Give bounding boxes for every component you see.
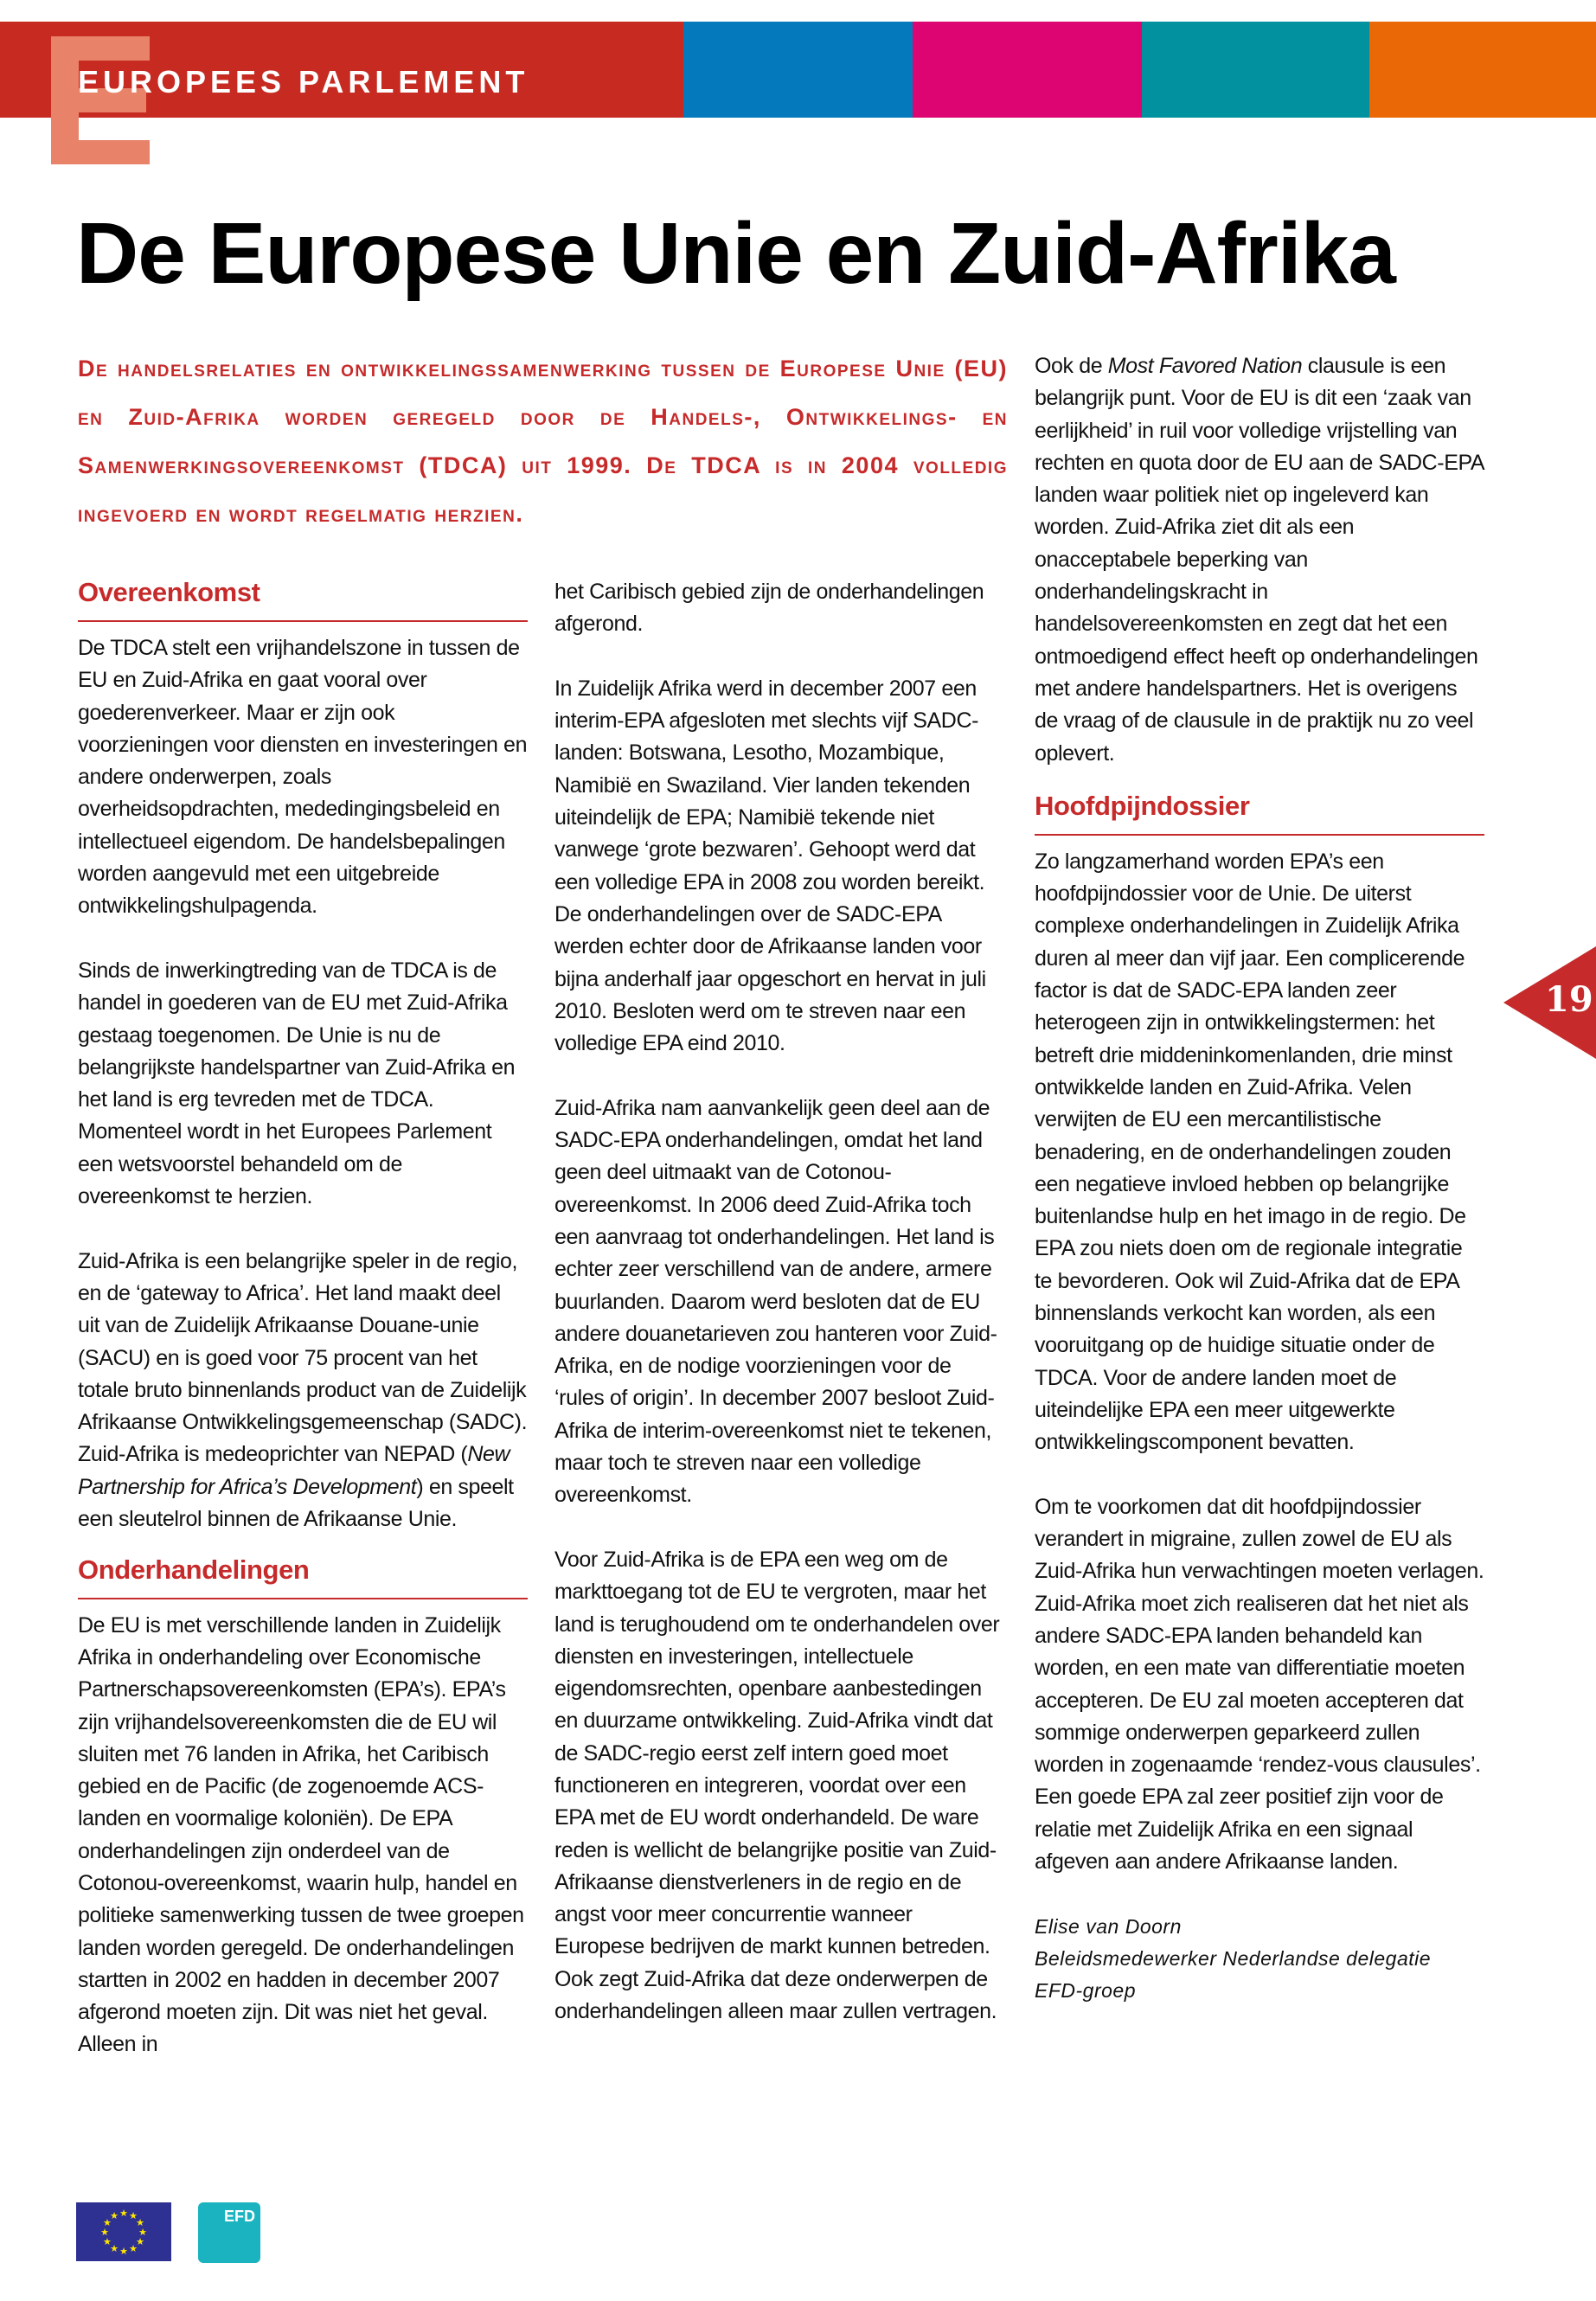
page-title: De Europese Unie en Zuid-Afrika <box>76 205 1395 302</box>
text: ) en speelt een sleutelrol binnen de Afrikaanse Unie. <box>78 1474 514 1532</box>
eu-flag-logo <box>76 2202 171 2261</box>
star-icon: ★ <box>136 2218 144 2228</box>
page-number: 19 <box>1545 979 1593 1020</box>
header-band-blue <box>683 22 913 118</box>
star-icon: ★ <box>129 2244 138 2255</box>
star-icon: ★ <box>100 2227 109 2238</box>
text: Ook de <box>1035 354 1108 378</box>
star-icon: ★ <box>103 2237 112 2247</box>
paragraph: Om te voorkomen dat dit hoofdpijndossier verandert in migraine, zullen zowel de EU als Zuid-Afrika hun verwachtingen moeten verlagen. Zuid-Afrika moet zich realiseren dat het niet als andere SADC-EPA landen behandeld kan worden, en een mate van differentiatie moeten accepteren. De EU zal moeten accepteren dat sommige onderwerpen geparkeerd zullen worden in zogenaamde ‘rendez-vous clausules’. Een goede EPA zal zeer positief zijn voor de relatie met Zuidelijk Afrika en een signaal afgeven aan andere Afrikaanse landen. <box>1035 1494 1484 1875</box>
section-label: EUROPEES PARLEMENT <box>78 64 529 99</box>
paragraph: De TDCA stelt een vrijhandelszone in tussen de EU en Zuid-Afrika en gaat vooral over goederenverkeer. Maar er zijn ook voorzieningen voor diensten en investeringen en andere onderwerpen, zoals overheidsopdrachten, mededingingsbeleid en intellectueel eigendom. De handelsbepalingen worden aangevuld met een uitgebreide ontwikkelingshulpagenda. <box>78 636 528 919</box>
star-icon: ★ <box>110 2244 119 2255</box>
star-icon: ★ <box>136 2237 144 2247</box>
star-icon: ★ <box>103 2218 112 2228</box>
column-1 <box>78 574 528 2093</box>
header-band-orange <box>1369 22 1596 118</box>
author-group: EFD-groep <box>1035 1979 1136 2003</box>
paragraph: het Caribisch gebied zijn de onderhandelingen afgerond. <box>554 580 984 637</box>
author-role: Beleidsmedewerker Nederlandse delegatie <box>1035 1946 1432 1970</box>
heading-hoofdpijndossier: Hoofdpijndossier <box>1035 787 1484 836</box>
star-icon: ★ <box>119 2247 128 2257</box>
star-icon: ★ <box>110 2210 119 2221</box>
text: Zuid-Afrika is een belangrijke speler in de regio, en de ‘gateway to Africa’. Het land maakt deel uit van de Zuidelijk Afrikaanse Douane-unie (SACU) en is goed voor 75 procent van het totale bruto binnenlands product van de Zuidelijk Afrikaanse Ontwikkelingsgemeenschap (SADC). Zuid-Afrika is medeoprichter van NEPAD ( <box>78 1248 528 1467</box>
efd-logo: EFD <box>198 2202 260 2263</box>
header-band-magenta <box>913 22 1142 118</box>
paragraph: Sinds de inwerkingtreding van de TDCA is de handel in goederen van de EU met Zuid-Afrika gestaag toegenomen. De Unie is nu de belangrijkste handelspartner van Zuid-Afrika en het land is erg tevreden met de TDCA. Momenteel wordt in het Europees Parlement een wetsvoorstel behandeld om de overeenkomst te herzien. <box>78 958 516 1209</box>
heading-overeenkomst: Overeenkomst <box>78 574 528 622</box>
paragraph: Voor Zuid-Afrika is de EPA een weg om de markttoegang tot de EU te vergroten, maar het land is terughoudend om te onderhandelen over diensten en investeringen, intellectuele eigendomsrechten, openbare aanbestedingen en duurzame ontwikkeling. Zuid-Afrika vindt dat de SADC-regio eerst zelf intern goed moet functioneren en integreren, voordat over een EPA met de EU wordt onderhandeld. De ware reden is wellicht de belangrijke positie van Zuid-Afrikaanse dienstverleners in de regio en de angst voor meer concurrentie wanneer Europese bedrijven de markt kunnen betreden. Ook zegt Zuid-Afrika dat deze onderwerpen de onderhandelingen alleen maar zullen vertragen. <box>554 1547 1000 2024</box>
lead-paragraph: De handelsrelaties en ontwikkelingssamenwerking tussen de Europese Unie (EU) en Zuid-Afrika worden geregeld door de Handels-, Ontwikkelings- en Samenwerkingsovereenkomst (TDCA) uit 1999. De TDCA is in 2004 volledig ingevoerd en wordt regelmatig herzien. <box>78 356 1008 527</box>
star-icon: ★ <box>119 2208 128 2219</box>
italic-text: Most Favored Nation <box>1107 354 1303 378</box>
paragraph: Zuid-Afrika nam aanvankelijk geen deel aan de SADC-EPA onderhandelingen, omdat het land geen deel uitmaakt van de Cotonou-overeenkomst. In 2006 deed Zuid-Afrika toch een aanvraag tot onderhandelingen. Het land is echter zeer verschillend van de andere, armere buurlanden. Daarom werd besloten dat de EU andere douanetarieven zou hanteren voor Zuid-Afrika, en de nodige voorzieningen voor de ‘rules of origin’. In december 2007 besloot Zuid-Afrika de interim-overeenkomst niet te tekenen, maar toch te streven naar een volledige overeenkomst. <box>554 1095 997 1508</box>
paragraph <box>1035 350 1484 770</box>
header-band-teal <box>1142 22 1369 118</box>
paragraph: Zo langzamerhand worden EPA’s een hoofdpijndossier voor de Unie. De uiterst complexe onderhandelingen in Zuidelijk Afrika duren al meer dan vijf jaar. Een complicerende factor is dat de SADC-EPA landen zeer heterogeen zijn in ontwikkelingstermen: het betreft drie middeninkomenlanden, drie minst ontwikkelde landen en Zuid-Afrika. Velen verwijten de EU een mercantilistische benadering, en de onderhandelingen zouden een negatieve invloed hebben op belangrijke buitenlandse hulp en het imago in de regio. De EPA zou niets doen om de regionale integratie te bevorderen. Ook wil Zuid-Afrika dat de EPA binnenslands verkocht kan worden, als een vooruitgang op de huidige situatie onder de TDCA. Voor de andere landen moet de uiteindelijke EPA een meer uitgewerkte ontwikkelingscomponent bevatten. <box>1035 849 1466 1455</box>
paragraph: In Zuidelijk Afrika werd in december 2007 een interim-EPA afgesloten met slechts vijf SADC-landen: Botswana, Lesotho, Mozambique, Namibië en Swaziland. Vier landen tekenden uiteindelijk de EPA; Namibië tekende niet vanwege ‘grote bezwaren’. Gehoopt werd dat een volledige EPA in 2008 zou worden bereikt. De onderhandelingen over de SADC-EPA werden echter door de Afrikaanse landen voor bijna anderhalf jaar opgeschort en hervat in juli 2010. Besloten werd om te streven naar een volledige EPA eind 2010. <box>554 676 986 1056</box>
column-2 <box>554 576 1004 2061</box>
heading-onderhandelingen: Onderhandelingen <box>78 1551 528 1599</box>
logo-letter-e <box>51 36 150 164</box>
paragraph <box>78 1246 528 1536</box>
column-3 <box>1035 350 1484 2008</box>
star-icon: ★ <box>138 2227 147 2238</box>
star-icon: ★ <box>129 2210 138 2221</box>
text: clausule is een belangrijk punt. Voor de EU is dit een ‘zaak van eerlijkheid’ in ruil voor volledige vrijstelling van rechten en quota door de EU aan de SADC-EPA landen waar politiek niet op ingeleverd kan worden. Zuid-Afrika ziet dit als een onacceptabele beperking van onderhandelingskracht in handelsovereenkomsten en zegt dat het een ontmoedigend effect heeft op onderhandelingen met andere handelspartners. Het is overigens de vraag of de clausule in de praktijk nu zo veel oplevert. <box>1035 354 1484 766</box>
paragraph: De EU is met verschillende landen in Zuidelijk Afrika in onderhandeling over Economische Partnerschapsovereenkomsten (EPA’s). EPA’s zijn vrijhandelsovereenkomsten die de EU wil sluiten met 76 landen in Afrika, het Caribisch gebied en de Pacific (de zogenoemde ACS-landen en voormalige koloniën). De EPA onderhandelingen zijn onderdeel van de Cotonou-overeenkomst, waarin hulp, handel en politieke samenwerking tussen de twee groepen landen worden geregeld. De onderhandelingen startten in 2002 en hadden in december 2007 afgerond moeten zijn. Dit was niet het geval. Alleen in <box>78 1612 524 2057</box>
italic-text: New Partnership for Africa’s Development <box>78 1442 510 1499</box>
author-name: Elise van Doorn <box>1035 1914 1182 1938</box>
